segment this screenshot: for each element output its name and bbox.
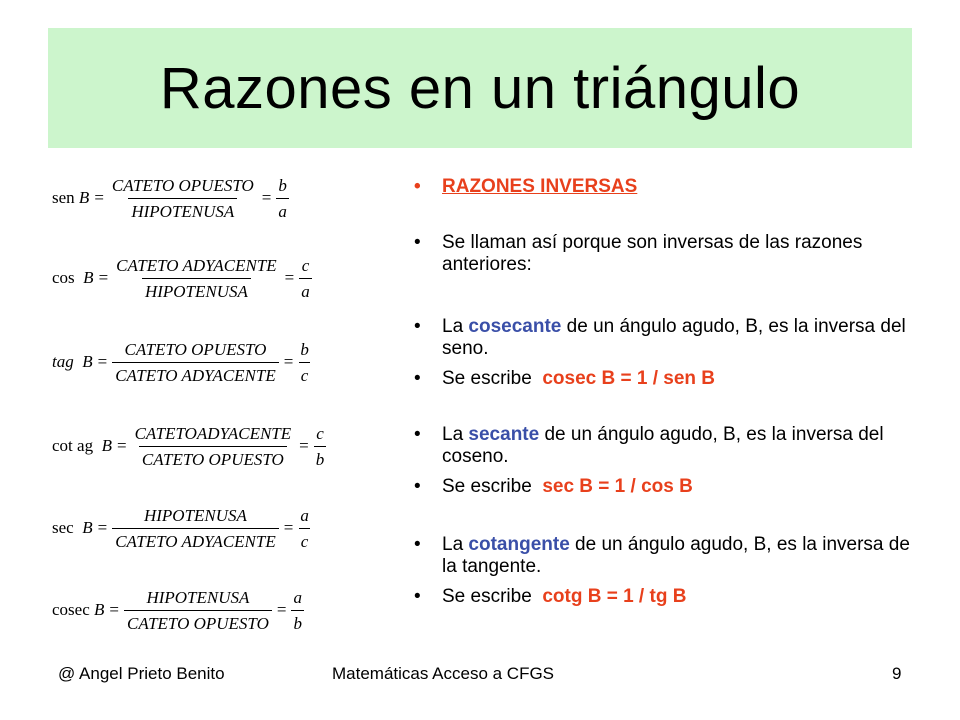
fraction-numerator: b xyxy=(300,339,309,359)
bullet-glyph: • xyxy=(414,476,421,497)
equals-sign: = xyxy=(261,188,272,207)
fraction-numerator: c xyxy=(301,255,310,275)
formula-sec xyxy=(52,498,382,558)
equals-sign: = xyxy=(98,268,109,287)
fraction-denominator: c xyxy=(299,528,311,550)
fraction-denominator: HIPOTENUSA xyxy=(128,198,237,220)
bullet-glyph: • xyxy=(414,368,421,389)
fraction-numerator: CATETOADYACENTE xyxy=(134,423,292,443)
fraction-denominator: b xyxy=(314,446,327,468)
fraction-numerator: CATETO ADYACENTE xyxy=(116,255,277,275)
fraction-numerator: a xyxy=(293,587,302,607)
fraction-numerator: HIPOTENUSA xyxy=(146,587,250,607)
formula-var: B xyxy=(73,518,93,537)
equals-sign: = xyxy=(97,352,108,371)
term-cosecante: cosecante xyxy=(468,316,562,337)
formula-fn: cot ag xyxy=(52,436,94,455)
word-fraction xyxy=(112,507,279,550)
formula-fn: sec xyxy=(52,518,74,537)
fraction-denominator: CATETO OPUESTO xyxy=(124,610,272,632)
fraction-numerator: a xyxy=(300,505,309,525)
section-heading: RAZONES INVERSAS xyxy=(442,176,638,197)
bullet-text: Se escribe xyxy=(442,368,543,389)
fraction-denominator: a xyxy=(276,198,289,220)
word-fraction xyxy=(132,425,295,468)
bullet-cotangent-formula xyxy=(414,586,914,608)
bullet-text: de un ángulo agudo, B, es la inversa del coseno. xyxy=(442,424,884,467)
symbol-fraction xyxy=(299,257,312,300)
footer-course: Matemáticas Acceso a CFGS xyxy=(332,664,555,683)
bullet-text: La xyxy=(442,424,469,445)
bullet-heading xyxy=(414,176,914,198)
bullet-text: Se escribe xyxy=(442,586,543,607)
slide-title: Razones en un triángulo xyxy=(159,55,801,121)
title-banner xyxy=(48,28,912,148)
footer-author: @ Angel Prieto Benito xyxy=(58,664,225,683)
bullet-cosecant xyxy=(414,316,914,360)
equals-sign: = xyxy=(109,600,119,619)
equals-sign: = xyxy=(276,600,287,619)
formula-var: B xyxy=(74,188,90,207)
formula-sec: sec B = 1 / cos B xyxy=(542,476,693,497)
bullet-text: de un ángulo agudo, B, es la inversa del seno. xyxy=(442,316,906,359)
symbol-fraction xyxy=(276,177,289,220)
fraction-denominator: a xyxy=(299,278,312,300)
symbol-fraction xyxy=(314,425,327,468)
formula-fn: cosec xyxy=(52,600,90,619)
bullet-secant-formula xyxy=(414,476,914,498)
formula-var: B xyxy=(93,436,112,455)
formula-var: B xyxy=(73,352,93,371)
word-fraction xyxy=(124,589,272,632)
formula-tag xyxy=(52,332,382,392)
bullet-glyph: • xyxy=(414,534,421,555)
bullet-glyph: • xyxy=(414,424,421,445)
formula-cos xyxy=(52,248,382,308)
equals-sign: = xyxy=(284,268,295,287)
fraction-numerator: c xyxy=(316,423,324,443)
fraction-numerator: CATETO OPUESTO xyxy=(111,175,254,195)
bullet-text: La xyxy=(442,534,469,555)
formula-fn: cos xyxy=(52,268,75,287)
bullet-cosecant-formula xyxy=(414,368,914,390)
fraction-numerator: CATETO OPUESTO xyxy=(124,339,267,359)
equals-sign: = xyxy=(299,436,309,455)
formula-var: B xyxy=(74,268,94,287)
formula-cosec xyxy=(52,580,382,640)
term-secante: secante xyxy=(468,424,540,445)
equals-sign: = xyxy=(94,188,104,207)
equals-sign: = xyxy=(97,518,108,537)
bullet-cotangent xyxy=(414,534,914,578)
bullet-glyph: • xyxy=(414,586,421,607)
equals-sign: = xyxy=(283,352,294,371)
formula-sen xyxy=(52,168,382,228)
equals-sign: = xyxy=(283,518,294,537)
formula-fn: tag xyxy=(52,352,74,371)
symbol-fraction xyxy=(298,341,311,384)
fraction-numerator: b xyxy=(278,175,287,195)
fraction-denominator: b xyxy=(291,610,304,632)
bullet-glyph: • xyxy=(414,176,421,197)
formula-var: B xyxy=(89,600,105,619)
bullet-text: La xyxy=(442,316,469,337)
equals-sign: = xyxy=(116,436,127,455)
formula-cosec: cosec B = 1 / sen B xyxy=(542,368,715,389)
symbol-fraction xyxy=(298,507,311,550)
word-fraction xyxy=(112,341,279,384)
word-fraction xyxy=(113,257,280,300)
fraction-denominator: HIPOTENUSA xyxy=(142,278,251,300)
bullet-text: Se escribe xyxy=(442,476,543,497)
fraction-denominator: CATETO OPUESTO xyxy=(139,446,287,468)
bullet-text: Se llaman así porque son inversas de las razones anteriores: xyxy=(442,232,863,275)
formula-cotag xyxy=(52,416,382,476)
bullet-secant xyxy=(414,424,914,468)
formula-cotg: cotg B = 1 / tg B xyxy=(542,586,687,607)
formula-fn: sen xyxy=(52,188,75,207)
fraction-denominator: CATETO ADYACENTE xyxy=(112,362,279,384)
bullet-glyph: • xyxy=(414,232,421,253)
bullet-text: de un ángulo agudo, B, es la inversa de la tangente. xyxy=(442,534,910,577)
term-cotangente: cotangente xyxy=(468,534,570,555)
word-fraction xyxy=(109,177,257,220)
bullet-intro xyxy=(414,232,914,276)
fraction-numerator: HIPOTENUSA xyxy=(143,505,247,525)
fraction-denominator: CATETO ADYACENTE xyxy=(112,528,279,550)
symbol-fraction xyxy=(291,589,304,632)
fraction-denominator: c xyxy=(299,362,311,384)
bullet-glyph: • xyxy=(414,316,421,337)
footer-page-number: 9 xyxy=(892,664,902,683)
